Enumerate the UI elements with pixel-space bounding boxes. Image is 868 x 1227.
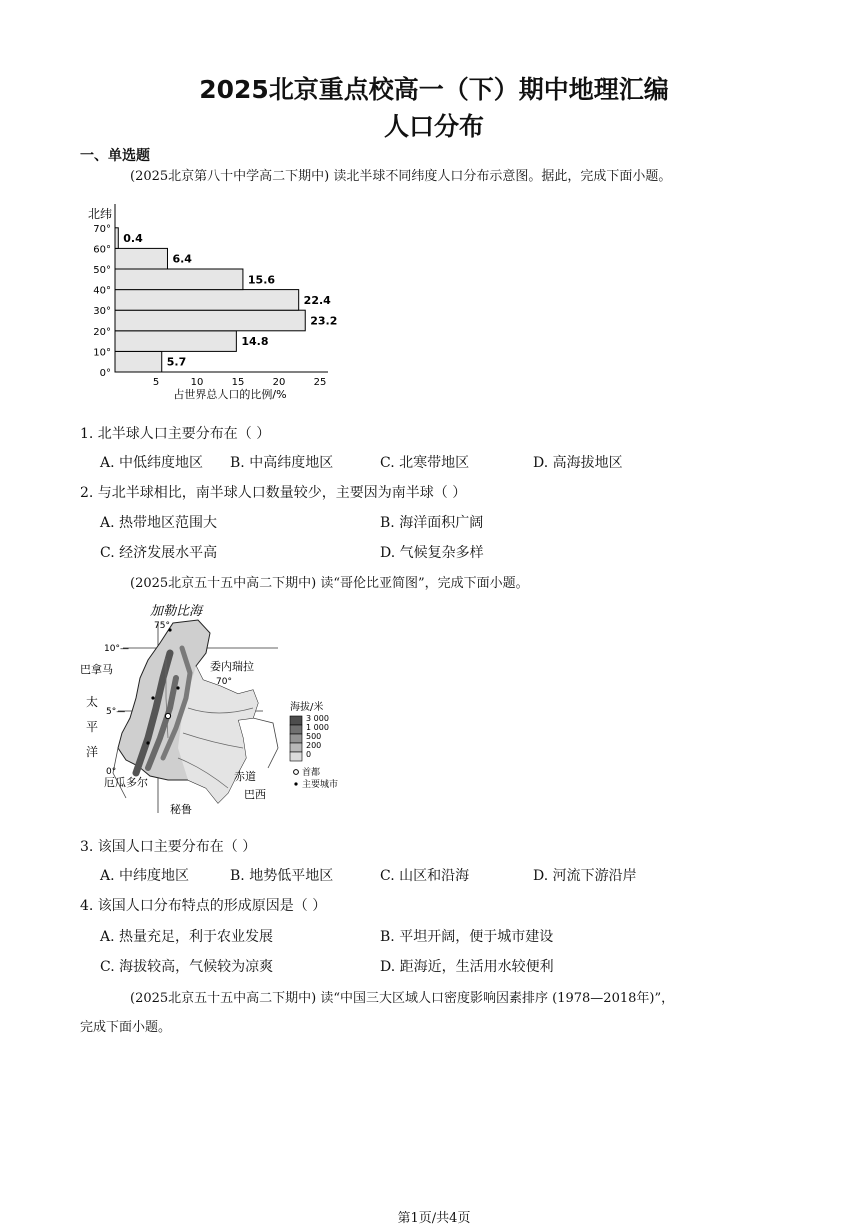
map-label-ocean-2: 平 — [86, 720, 99, 734]
chart-data-label: 0.4 — [123, 232, 143, 246]
legend-level-label: 500 — [306, 732, 322, 741]
question-3-option-a[interactable]: A. 中纬度地区 — [100, 868, 190, 884]
question-4-option-d[interactable]: D. 距海近，生活用水较便利 — [380, 959, 554, 975]
city-marker — [146, 741, 149, 744]
legend-capital-icon — [294, 770, 299, 775]
question-4-option-c[interactable]: C. 海拔较高，气候较为凉爽 — [100, 959, 274, 975]
question-2-option-b[interactable]: B. 海洋面积广阔 — [380, 515, 484, 531]
legend-title: 海拔/米 — [290, 702, 324, 713]
chart-y-tick: 10° — [93, 347, 111, 359]
chart-data-label: 23.2 — [310, 314, 338, 328]
legend-swatch — [290, 752, 302, 761]
chart-bar — [115, 269, 243, 290]
legend-swatch — [290, 743, 302, 752]
chart-data-label: 22.4 — [303, 293, 331, 307]
map-label-lat-10: 10°— — [104, 644, 129, 654]
chart-y-tick: 20° — [93, 326, 111, 338]
page-subtitle: 人口分布 — [383, 112, 484, 141]
group3-intro-line2: 完成下面小题。 — [80, 1020, 172, 1035]
map-label-equator: 赤道 — [234, 770, 256, 783]
question-4-option-a[interactable]: A. 热量充足，利于农业发展 — [100, 929, 274, 945]
map-label-lon-75: 75° — [154, 621, 170, 631]
chart-y-tick: 50° — [93, 265, 111, 276]
chart-bar — [115, 248, 167, 269]
chart-x-tick: 15 — [231, 377, 245, 388]
legend-city-icon — [294, 782, 297, 785]
neighbor-boundary-east — [253, 718, 278, 768]
chart-y-tick: 40° — [93, 285, 111, 297]
legend-level-label: 200 — [306, 741, 322, 750]
chart-data-label: 14.8 — [241, 335, 269, 349]
group1-intro: (2025北京第八十中学高二下期中) 读北半球不同纬度人口分布示意图。据此，完成下面小题。 — [130, 169, 672, 184]
page-title: 2025北京重点校高一（下）期中地理汇编 — [199, 75, 669, 104]
map-label-ocean-3: 洋 — [86, 745, 99, 759]
map-label-peru: 秘鲁 — [170, 803, 192, 816]
question-1-option-d[interactable]: D. 高海拔地区 — [533, 455, 623, 471]
question-4-option-b[interactable]: B. 平坦开阔，便于城市建设 — [380, 929, 554, 945]
chart-ylabel: 北纬 — [88, 207, 113, 221]
question-1-option-c[interactable]: C. 北寒带地区 — [380, 455, 470, 471]
group3-intro-line1: (2025北京五十五中高二下期中) 读“中国三大区域人口密度影响因素排序 (1978—2018年)”， — [130, 991, 675, 1006]
chart-bar — [115, 351, 162, 372]
map-label-ocean-1: 太 — [86, 695, 99, 709]
question-2-option-d[interactable]: D. 气候复杂多样 — [380, 545, 484, 561]
chart-data-label: 15.6 — [247, 273, 276, 287]
question-2-option-c[interactable]: C. 经济发展水平高 — [100, 545, 218, 561]
colombia-map — [78, 598, 363, 823]
chart-x-tick: 5 — [152, 377, 160, 388]
question-2-option-a[interactable]: A. 热带地区范围大 — [100, 515, 218, 531]
latitude-population-chart — [80, 200, 380, 405]
map-label-panama: 巴拿马 — [80, 663, 113, 676]
question-1-option-b[interactable]: B. 中高纬度地区 — [230, 455, 334, 471]
chart-bar — [115, 331, 236, 352]
chart-x-tick: 20 — [272, 377, 286, 388]
legend-level-label: 1 000 — [306, 723, 329, 732]
chart-xlabel: 占世界总人口的比例/% — [173, 388, 287, 401]
map-label-ecuador: 厄瓜多尔 — [104, 776, 148, 789]
legend-swatch — [290, 725, 302, 734]
chart-y-tick: 0° — [99, 368, 111, 379]
question-3-option-c[interactable]: C. 山区和沿海 — [380, 868, 470, 884]
section-heading: 一、单选题 — [80, 148, 150, 164]
chart-x-tick: 10 — [190, 377, 204, 388]
map-label-lon-70: 70° — [216, 677, 232, 687]
city-marker — [151, 696, 154, 699]
legend-city-label: 主要城市 — [302, 780, 339, 790]
question-2-stem: 2. 与北半球相比，南半球人口数量较少，主要因为南半球（ ） — [80, 485, 467, 501]
map-label-lat-5: 5°— — [106, 707, 126, 717]
question-4-stem: 4. 该国人口分布特点的形成原因是（ ） — [80, 898, 327, 914]
legend-level-label: 3 000 — [306, 714, 329, 723]
legend-capital-label: 首都 — [302, 768, 321, 778]
question-3-option-d[interactable]: D. 河流下游沿岸 — [533, 868, 637, 884]
question-3-option-b[interactable]: B. 地势低平地区 — [230, 868, 334, 884]
group2-intro: (2025北京五十五中高二下期中) 读“哥伦比亚简图”，完成下面小题。 — [130, 576, 529, 591]
city-marker — [176, 686, 179, 689]
chart-y-tick: 60° — [93, 244, 111, 256]
chart-y-tick: 30° — [93, 306, 111, 318]
legend-swatch — [290, 716, 302, 725]
legend-level-label: 0 — [306, 750, 312, 759]
map-label-venezuela: 委内瑞拉 — [210, 660, 254, 673]
map-label-zero: 0° — [106, 767, 117, 777]
chart-x-tick: 25 — [313, 377, 327, 388]
question-1-option-a[interactable]: A. 中低纬度地区 — [100, 455, 204, 471]
capital-marker — [165, 713, 170, 718]
chart-data-label: 5.7 — [166, 355, 187, 369]
chart-bar — [115, 290, 299, 311]
legend-swatch — [290, 734, 302, 743]
elevation-legend — [290, 714, 329, 761]
chart-data-label: 6.4 — [172, 252, 192, 266]
question-3-stem: 3. 该国人口主要分布在（ ） — [80, 839, 257, 855]
question-1-stem: 1. 北半球人口主要分布在（ ） — [80, 426, 271, 442]
map-label-brazil: 巴西 — [244, 788, 266, 801]
page-footer: 第1页/共4页 — [397, 1211, 471, 1226]
map-label-sea: 加勒比海 — [150, 604, 203, 619]
chart-y-tick: 70° — [93, 223, 111, 235]
chart-bar — [115, 310, 305, 331]
